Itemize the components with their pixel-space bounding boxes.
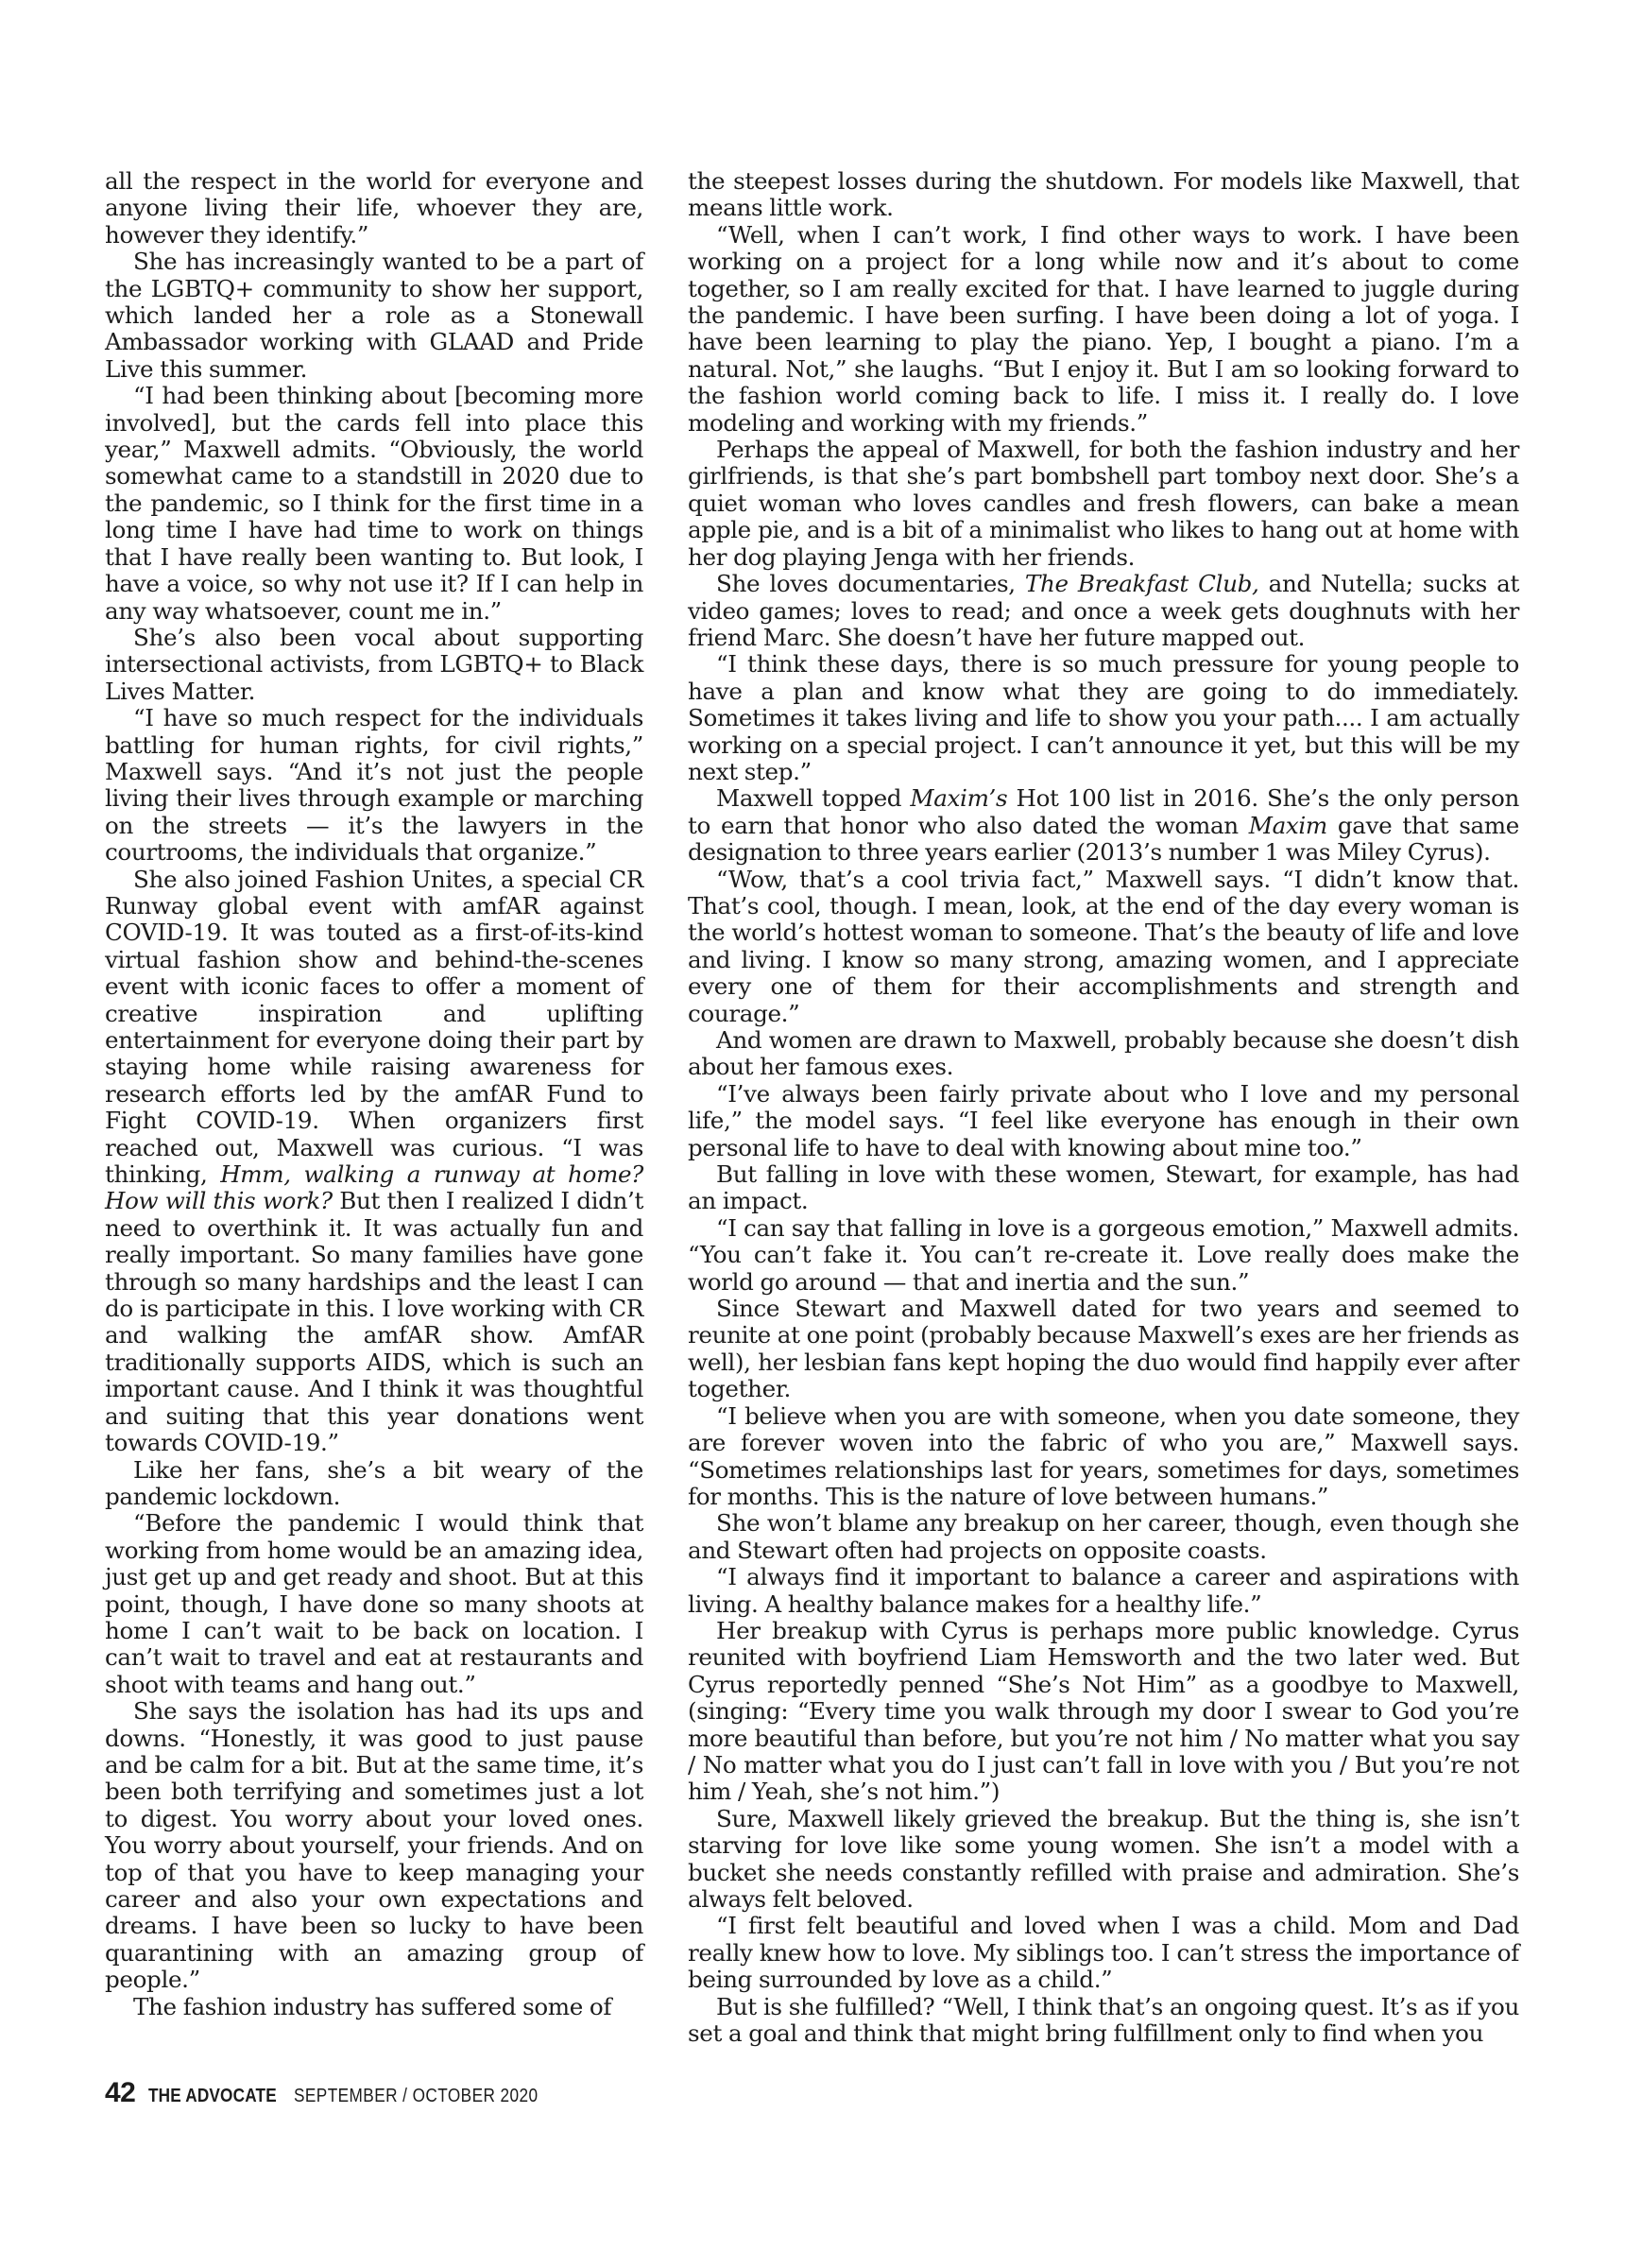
paragraph: “Before the pandemic I would think that working from home would be an amazing idea, just get up and get ready and shoot. But at this point, though, I have done so many shoots at home I can’t wait to be back on location. I can’t wait to travel and eat at restaurants and shoot with teams and hang out.” bbox=[105, 1509, 643, 1698]
text-run: But then I realized I didn’t need to overthink it. It was actually fun and really important. So many families have gone through so many hardships and the least I can do is participate in this. I love working with CR and walking the amfAR show. AmfAR traditionally supports AIDS, which is such an important cause. And I think it was thoughtful and suiting that this year donations went towards COVID-19.” bbox=[105, 1187, 643, 1457]
text-run: She also joined Fashion Unites, a special CR Runway global event with amfAR against COVID-19. It was touted as a first-of-its-kind virtual fashion show and behind-the-scenes event with iconic faces to offer a moment of creative inspiration and uplifting entertainment for everyone doing their part by staying home while raising awareness for research efforts led by the amfAR Fund to Fight COVID-19. When organizers first reached out, Maxwell was curious. “I was thinking, bbox=[105, 865, 643, 1189]
article-column-left bbox=[105, 168, 643, 2020]
paragraph bbox=[688, 571, 1519, 651]
paragraph: She won’t blame any breakup on her career, though, even though she and Stewart often had projects on opposite coasts. bbox=[688, 1509, 1519, 1564]
paragraph: “Well, when I can’t work, I find other ways to work. I have been working on a project for a long while now and it’s about to come together, so I am really excited for that. I have learned to juggle during the pandemic. I have been surfing. I have been doing a lot of yoga. I have been learning to play the piano. Yep, I bought a piano. I’m a natural. Not,” she laughs. “But I enjoy it. But I am so looking forward to the fashion world coming back to life. I miss it. I really do. I love modeling and working with my friends.” bbox=[688, 220, 1519, 437]
paragraph bbox=[688, 785, 1519, 866]
paragraph: “I first felt beautiful and loved when I was a child. Mom and Dad really knew how to love. My siblings too. I can’t stress the importance of being surrounded by love as a child.” bbox=[688, 1912, 1519, 1994]
paragraph: And women are drawn to Maxwell, probably because she doesn’t dish about her famous exes. bbox=[688, 1026, 1519, 1081]
italic-text: Maxim’s bbox=[910, 784, 1008, 813]
paragraph: She’s also been vocal about supporting intersectional activists, from LGBTQ+ to Black Lives Matter. bbox=[105, 623, 643, 705]
text-run: gave that same designation to three years earlier (2013’s number 1 was Miley Cyrus). bbox=[688, 811, 1519, 867]
italic-text: Hmm, walking a runway at home? How will this work? bbox=[105, 1160, 643, 1215]
italic-text: The Breakfast Club, bbox=[1024, 570, 1259, 598]
issue-date: SEPTEMBER / OCTOBER 2020 bbox=[294, 2086, 539, 2106]
paragraph: “I always find it important to balance a career and aspirations with living. A healthy balance makes for a healthy life.” bbox=[688, 1563, 1519, 1618]
paragraph: Since Stewart and Maxwell dated for two years and seemed to reunite at one point (probably because Maxwell’s exes are her friends as well), her lesbian fans kept hoping the duo would find happily ever after together. bbox=[688, 1295, 1520, 1403]
paragraph: Sure, Maxwell likely grieved the breakup. But the thing is, she isn’t starving for love like some young women. She isn’t a model with a bucket she needs constantly refilled with praise and admiration. She’s always felt beloved. bbox=[688, 1804, 1519, 1913]
magazine-name: THE ADVOCATE bbox=[148, 2086, 278, 2106]
paragraph: But falling in love with these women, Stewart, for example, has had an impact. bbox=[688, 1160, 1519, 1215]
paragraph: Like her fans, she’s a bit weary of the pandemic lockdown. bbox=[105, 1455, 643, 1510]
paragraph: all the respect in the world for everyone and anyone living their life, whoever they are, however they identify.” bbox=[105, 167, 643, 249]
article-column-right bbox=[688, 168, 1519, 2047]
text-run: Maxwell topped bbox=[716, 784, 911, 813]
paragraph: “I can say that falling in love is a gorgeous emotion,” Maxwell admits. “You can’t fake it. You can’t re-create it. Love really does make the world go around — that and inertia and the sun.” bbox=[688, 1213, 1519, 1296]
paragraph: But is she fulfilled? “Well, I think that’s an ongoing quest. It’s as if you set a goal and think that might bring fulfillment only to find when you bbox=[688, 1992, 1519, 2048]
paragraph: “I believe when you are with someone, when you date someone, they are forever woven into the fabric of who you are,” Maxwell says. “Sometimes relationships last for years, sometimes for days, sometimes for months. This is the nature of love between humans.” bbox=[688, 1401, 1519, 1510]
paragraph: Her breakup with Cyrus is perhaps more public knowledge. Cyrus reunited with boyfriend Liam Hemsworth and the two later wed. But Cyrus reportedly penned “She’s Not Him” as a goodbye to Maxwell, (singing: “Every time you walk through my door I swear to God you’re more beautiful than before, but you’re not him / No matter what you say / No matter what you do I just can’t fall in love with you / But you’re not him / Yeah, she’s not him.”) bbox=[688, 1616, 1519, 1806]
paragraph: “I’ve always been fairly private about who I love and my personal life,” the model says. “I feel like everyone has enough in their own personal life to have to deal with knowing about mine too.” bbox=[688, 1079, 1519, 1161]
text-run: Hot 100 list in 2016. She’s the only person to earn that honor who also dated the woman bbox=[688, 784, 1519, 839]
paragraph: the steepest losses during the shutdown. For models like Maxwell, that means little work. bbox=[688, 167, 1519, 222]
italic-text: Maxim bbox=[1248, 811, 1327, 839]
text-run: and Nutella; sucks at video games; loves to read; and once a week gets doughnuts with her friend Marc. She doesn’t have her future mapped out. bbox=[688, 570, 1519, 651]
paragraph: The fashion industry has suffered some of bbox=[133, 1992, 612, 2020]
text-run: She loves documentaries, bbox=[716, 570, 1025, 598]
paragraph: She says the isolation has had its ups and downs. “Honestly, it was good to just pause and be calm for a bit. But at the same time, it’s been both terrifying and sometimes just a lot to digest. You worry about your loved ones. You worry about yourself, your friends. And on top of that you have to keep managing your career and also your own expectations and dreams. I have been so lucky to have been quarantining with an amazing group of people.” bbox=[105, 1697, 643, 1994]
paragraph bbox=[105, 867, 643, 1457]
page-number: 42 bbox=[105, 2077, 136, 2108]
paragraph: “I had been thinking about [becoming more involved], but the cards fell into place this year,” Maxwell admits. “Obviously, the world somewhat came to a standstill in 2020 due to the pandemic, so I think for the first time in a long time I have had time to work on things that I have really been wanting to. But look, I have a voice, so why not use it? If I can help in any way whatsoever, count me in.” bbox=[105, 382, 643, 625]
paragraph: “Wow, that’s a cool trivia fact,” Maxwell says. “I didn’t know that. That’s cool, though. I mean, look, at the end of the day every woman is the world’s hottest woman to someone. That’s the beauty of life and love and living. I know so many strong, amazing women, and I appreciate every one of them for their accomplishments and strength and courage.” bbox=[688, 865, 1519, 1027]
paragraph: “I have so much respect for the individuals battling for human rights, for civil rights,” Maxwell says. “And it’s not just the people living their lives through example or marching on the streets — it’s the lawyers in the courtrooms, the individuals that organize.” bbox=[105, 704, 643, 867]
paragraph: Perhaps the appeal of Maxwell, for both the fashion industry and her girlfriends, is that she’s part bombshell part tomboy next door. She’s a quiet woman who loves candles and fresh flowers, can bake a mean apple pie, and is a bit of a minimalist who likes to hang out at home with her dog playing Jenga with her friends. bbox=[688, 436, 1519, 571]
paragraph: “I think these days, there is so much pressure for young people to have a plan and know what they are going to do immediately. Sometimes it takes living and life to show you your path.... I am actually working on a special project. I can’t announce it yet, but this will be my next step.” bbox=[688, 650, 1519, 785]
page-footer bbox=[105, 2077, 578, 2109]
paragraph: She has increasingly wanted to be a part of the LGBTQ+ community to show her support, which landed her a role as a Stonewall Ambassador working with GLAAD and Pride Live this summer. bbox=[105, 248, 643, 383]
